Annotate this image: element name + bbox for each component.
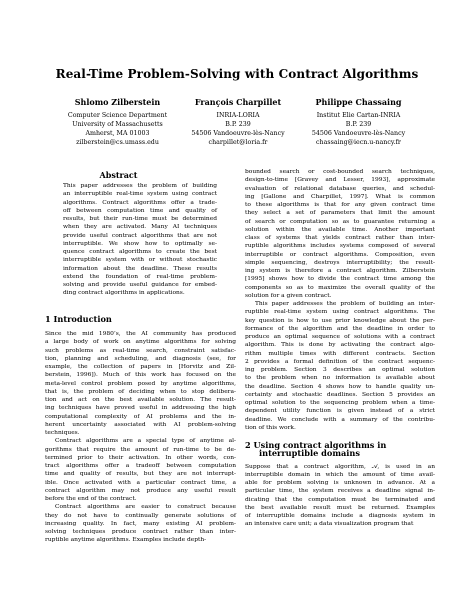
text-line: solution within the available time. Another important — [245, 226, 435, 233]
text-line: ing system is therefore a contract algorithm. Zilberstein — [245, 268, 435, 274]
section-heading: 1 Introduction — [45, 314, 112, 324]
right-column-text — [245, 168, 435, 529]
text-line: interruptible. We show how to optimally se- — [63, 240, 217, 247]
text-line: dicating that the computation must be terminated and — [245, 496, 435, 503]
text-line: that is, the problem of deciding when to stop delibera- — [45, 388, 236, 395]
text-line: Contract algorithms are easier to construct because — [55, 504, 236, 511]
paragraph — [245, 168, 435, 300]
text-line: ruptible real-time system using contract algorithms. The — [245, 309, 435, 316]
author-address: B.P. 239 — [345, 121, 372, 128]
author-name: Shlomo Zilberstein — [74, 97, 161, 107]
text-line: bounded search or cost-bounded search techniques, — [245, 169, 435, 175]
text-line: class of systems that yields contract rather than inter- — [245, 235, 435, 241]
text-line: formance of the algorithm and the deadline in order to — [245, 325, 435, 332]
text-line: time and quality of results, but they are not interrupt- — [45, 471, 236, 478]
text-line: example, the collection of papers in [Horvitz and Zil- — [45, 364, 236, 370]
text-line: increasing quality. In fact, many existing AI problem- — [45, 520, 236, 527]
author-affiliation: INRIA-LORIA — [216, 112, 260, 119]
text-line: gorithms that require the amount of run-time to be de- — [45, 446, 236, 453]
text-line: they select a set of parameters that limit the amount — [245, 210, 435, 217]
text-line: off between computation time and quality of — [63, 207, 217, 214]
text-line: techniques. — [45, 430, 80, 436]
text-line: Suppose that a contract algorithm, 𝒜, is used in an — [245, 463, 435, 470]
text-line: before the end of the contract. — [45, 496, 137, 502]
text-line: [1995] shows how to divide the contract time among the — [245, 276, 435, 283]
text-line: results, but their run-time must be determined — [63, 216, 217, 222]
text-line: the deadline. Section 4 shows how to handle quality un- — [245, 383, 435, 390]
section-heading: interruptible domains — [259, 448, 360, 459]
author-block-2 — [178, 98, 298, 147]
text-line: ible. Once activated with a particular contract time, a — [45, 479, 236, 486]
section-heading: 2 Using contract algorithms in — [245, 440, 387, 450]
author-affiliation: Computer Science Department — [67, 112, 168, 119]
text-line: key question is how to use prior knowledge about the per- — [245, 317, 435, 324]
text-line: algorithm. This is done by activating the contract algo- — [245, 342, 435, 349]
text-line: contract algorithm may not produce any useful result — [45, 487, 236, 494]
text-line: Contract algorithms are a special type of anytime al- — [55, 438, 236, 445]
text-line: solution for a given contract. — [245, 292, 332, 299]
text-line: computational complexity of AI problems and the in- — [45, 413, 236, 420]
text-line: information about the deadline. These results — [63, 265, 217, 272]
text-line: of search or computation so as to guarantee returning a — [245, 218, 435, 225]
text-line: dependent utility function is given instead of a strict — [245, 408, 435, 415]
introduction-text — [45, 330, 236, 545]
text-line: evaluation of relational database queries, and schedul- — [245, 185, 435, 192]
text-line: herent uncertainty associated with AI problem-solving — [45, 421, 236, 428]
paragraph — [63, 182, 217, 298]
text-line: This paper addresses the problem of building — [63, 183, 217, 189]
text-line: ing [Gallone and Charpillet, 1997]. What is common — [245, 193, 435, 200]
author-block-1 — [55, 98, 180, 147]
text-line: ruptible anytime algorithms. Examples include depth- — [45, 537, 207, 544]
author-affiliation: University of Massachusetts — [72, 121, 163, 128]
text-line: a large body of work on anytime algorithms for solving — [45, 339, 236, 346]
text-line: ing techniques have proved useful in addressing the high — [45, 405, 236, 412]
text-line: ing problem. Section 3 describes an optimal solution — [245, 367, 435, 373]
paragraph — [45, 503, 236, 544]
text-line: able for problem solving is unknown in advance. At a — [245, 480, 435, 486]
author-address: 54506 Vandoeuvre-lès-Nancy — [191, 130, 285, 137]
paper-title: Real-Time Problem-Solving with Contract Algorithms — [55, 67, 419, 81]
text-line: to these algorithms is that for any given contract time — [245, 202, 435, 208]
text-line: algorithms. Contract algorithms offer a trade- — [63, 199, 217, 206]
text-line: quence contract algorithms to create the best — [63, 249, 217, 255]
text-line: design-to-time [Gravey and Lesser, 1993], approximate — [245, 177, 435, 184]
paragraph — [45, 437, 236, 503]
text-line: extend the foundation of real-time problem- — [63, 273, 217, 280]
text-line: 2 provides a formal definition of the contract sequenc- — [245, 358, 435, 365]
text-line: tion of this work. — [245, 424, 296, 431]
text-line: meta-level control problem posed by anytime algorithms, — [45, 380, 236, 387]
text-line: simple sequencing, destroys interruptibility; the result- — [245, 259, 435, 266]
text-line: berstein, 1996]). Much of this work has focused on the — [45, 372, 236, 379]
text-line: This paper addresses the problem of building an inter- — [255, 301, 435, 307]
text-line: deadline. We conclude with a summary of the contribu- — [245, 416, 435, 423]
text-line: of interruptible domains include a diagnosis system in — [245, 513, 435, 519]
text-line: components so as to maximize the overall quality of the — [245, 284, 435, 291]
paragraph — [245, 463, 435, 529]
text-line: an intensive care unit; a data visualization program that — [245, 521, 414, 528]
author-email: zilberstein@cs.umass.edu — [76, 139, 159, 146]
author-name: Philippe Chassaing — [315, 97, 402, 107]
text-line: rithm multiple times with different contracts. Section — [245, 350, 435, 357]
text-line: interruptible or contract algorithms. Composition, even — [245, 251, 435, 258]
text-line: produce an optimal sequence of solutions with a contract — [245, 334, 435, 340]
paragraph — [45, 330, 236, 437]
author-name: François Charpillet — [194, 97, 282, 107]
text-line: interruptible domain in which the amount of time avail- — [245, 471, 435, 478]
text-line: Since the mid 1980’s, the AI community has produced — [45, 331, 236, 337]
text-line: such problems as real-time search, constraint satisfac- — [45, 347, 236, 354]
text-line: the best available result must be returned. Examples — [245, 504, 435, 511]
author-block-3 — [296, 98, 421, 147]
text-line: solving and provide useful guidance for embed- — [63, 282, 217, 288]
text-line: termined prior to their activation. In other words, con- — [45, 454, 236, 461]
text-line: optimal solution to the sequencing problem when a time- — [245, 400, 435, 406]
text-line: interruptible system with or without stochastic — [63, 257, 217, 264]
text-line: particular time, the system receives a deadline signal in- — [245, 488, 435, 495]
text-line: tion, planning and scheduling, and diagnosis (see, for — [45, 355, 236, 362]
text-line: ruptible algorithms includes systems composed of several — [245, 243, 435, 250]
text-line: they do not have to continually generate solutions of — [45, 512, 236, 519]
text-line: solving techniques produce contract rather than inter- — [45, 529, 236, 535]
author-email: charpillet@loria.fr — [208, 139, 268, 146]
author-address: Amherst, MA 01003 — [85, 130, 150, 137]
text-line: tion and act on the best available solution. The result- — [45, 397, 236, 403]
author-address: 54506 Vandoeuvre-lès-Nancy — [311, 130, 406, 137]
text-line: certainty and stochastic deadlines. Section 5 provides an — [245, 391, 435, 398]
author-email: chassaing@iecn.u-nancy.fr — [316, 139, 401, 146]
text-line: provide useful contract algorithms that are not — [63, 232, 217, 239]
text-line: an interruptible real-time system using contract — [63, 191, 217, 198]
abstract-text — [63, 182, 217, 298]
author-address: B.P. 239 — [225, 121, 251, 128]
abstract-heading: Abstract — [99, 170, 138, 180]
text-line: ding contract algorithms in applications. — [63, 290, 185, 297]
text-line: when they are activated. Many AI techniques — [63, 224, 217, 231]
author-affiliation: Institut Elie Cartan-INRIA — [316, 112, 401, 119]
text-line: tract algorithms offer a tradeoff between computation — [45, 463, 236, 469]
text-line: to the problem when no information is available about — [245, 375, 435, 382]
paragraph — [245, 300, 435, 432]
